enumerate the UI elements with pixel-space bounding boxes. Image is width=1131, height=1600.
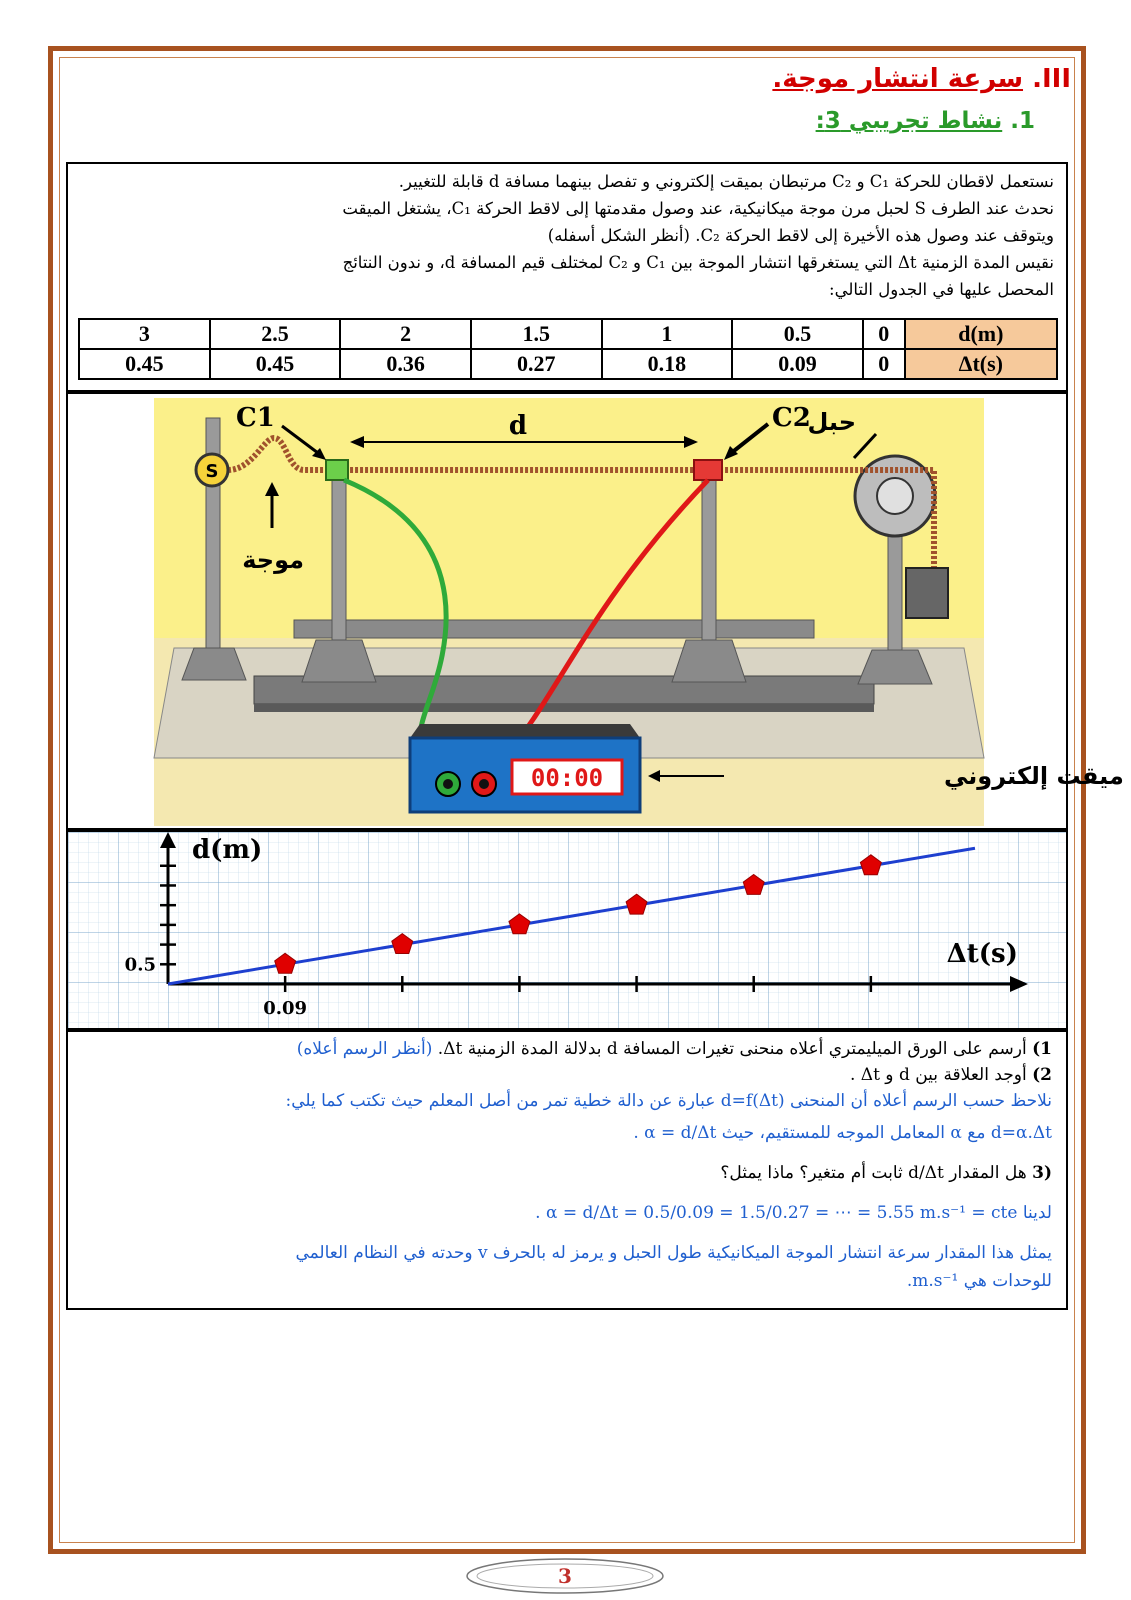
q2-text: أوجد العلاقة بين d و Δt . (849, 1065, 1027, 1085)
label-wave: موجة (242, 546, 304, 574)
question-3 (82, 1160, 1052, 1186)
label-c2: C2 (772, 403, 811, 433)
label-timer: ميقت إلكتروني (944, 762, 1124, 790)
activity-number: 1. (1010, 108, 1035, 134)
intro-line-2: نحدث عند الطرف S لحبل مرن موجة ميكانيكية، عند وصول مقدمتها إلى لاقط الحركة C₁، يشتغل الميقت (342, 199, 1054, 218)
q1-answer: (أنظر الرسم أعلاه) (296, 1039, 433, 1059)
intro-box (66, 162, 1068, 392)
timer-display: 00:00 (530, 764, 604, 792)
page-number: 3 (558, 1564, 572, 1588)
q3-answer-line-1: لدينا α = d/Δt = 0.5/0.09 = 1.5/0.27 = ⋯ = 5.55 m.s⁻¹ = cte . (535, 1203, 1052, 1223)
activity-title-text: نشاط تجريبي 3: (815, 108, 1003, 134)
table-cell: 0.18 (602, 349, 733, 379)
table-row-t (79, 349, 1057, 379)
q3-number: (3 (1032, 1163, 1052, 1183)
table-cell: 0.5 (732, 319, 863, 349)
y-axis-label: d(m) (192, 835, 263, 865)
table-row-d (79, 319, 1057, 349)
table-header-d: d(m) (905, 319, 1057, 349)
x-axis-label: Δt(s) (946, 939, 1018, 969)
experiment-figure (154, 398, 1124, 826)
intro-line-5: المحصل عليها في الجدول التالي: (829, 280, 1054, 299)
table-header-t: Δt(s) (905, 349, 1057, 379)
q3-answer-line-2: يمثل هذا المقدار سرعة انتشار الموجة الميكانيكية طول الحبل و يرمز له بالحرف v وحدته في النظام العالمي (295, 1243, 1052, 1263)
question-1 (82, 1036, 1052, 1062)
q2-number: 2) (1032, 1065, 1052, 1085)
graph-box (66, 830, 1068, 1030)
table-cell: 3 (79, 319, 210, 349)
table-cell: 0.36 (340, 349, 471, 379)
table-cell: 2.5 (210, 319, 341, 349)
label-s: S (205, 461, 219, 482)
table-cell: 2 (340, 319, 471, 349)
section-title-text: سرعة انتشار موجة. (772, 64, 1024, 94)
q2-answer-line-1: نلاحظ حسب الرسم أعلاه أن المنحنى d=f(Δt) عبارة عن دالة خطية تمر من أصل المعلم حيث تكتب كما يلي: (285, 1091, 1052, 1111)
measurement-table (78, 318, 1058, 380)
intro-line-3: ويتوقف عند وصول هذه الأخيرة إلى لاقط الحركة C₂. (أنظر الشكل أسفله) (547, 226, 1054, 245)
q2-answer-line-2: d=α.Δt مع α المعامل الموجه للمستقيم، حيث α = d/Δt . (633, 1123, 1052, 1143)
table-cell: 1.5 (471, 319, 602, 349)
table-cell: 0 (863, 349, 905, 379)
table-cell: 0.27 (471, 349, 602, 379)
intro-line-4: نقيس المدة الزمنية Δt التي يستغرقها انتشار الموجة بين C₁ و C₂ لمختلف قيم المسافة d، و ندون النتائج (342, 253, 1054, 272)
x-tick-label: 0.09 (263, 998, 308, 1019)
page-number-badge (462, 1556, 668, 1596)
section-title (772, 64, 1071, 94)
label-d: d (508, 411, 528, 441)
answers-box (66, 1030, 1068, 1310)
table-cell: 0.45 (79, 349, 210, 379)
table-cell: 0 (863, 319, 905, 349)
q1-number: 1) (1032, 1039, 1052, 1059)
activity-title (816, 108, 1035, 134)
d-vs-t-chart (68, 832, 1066, 1028)
intro-line-1: نستعمل لاقطان للحركة C₁ و C₂ مرتبطان بميقت إلكتروني و تفصل بينهما مسافة d قابلة للتغيير. (398, 172, 1054, 191)
q1-text: أرسم على الورق الميليمتري أعلاه منحنى تغيرات المسافة d بدلالة المدة الزمنية Δt. (437, 1039, 1027, 1059)
y-tick-label: 0.5 (124, 954, 156, 976)
table-cell: 0.45 (210, 349, 341, 379)
label-c1: C1 (236, 403, 275, 433)
section-number: III. (1032, 64, 1071, 94)
q3-text: هل المقدار d/Δt ثابت أم متغير؟ ماذا يمثل؟ (720, 1163, 1027, 1183)
experiment-figure-box (66, 392, 1124, 830)
q3-answer-line-3: للوحدات هي m.s⁻¹. (906, 1271, 1052, 1291)
question-2 (82, 1062, 1052, 1088)
table-cell: 1 (602, 319, 733, 349)
label-rope: حبل (807, 408, 856, 436)
table-cell: 0.09 (732, 349, 863, 379)
